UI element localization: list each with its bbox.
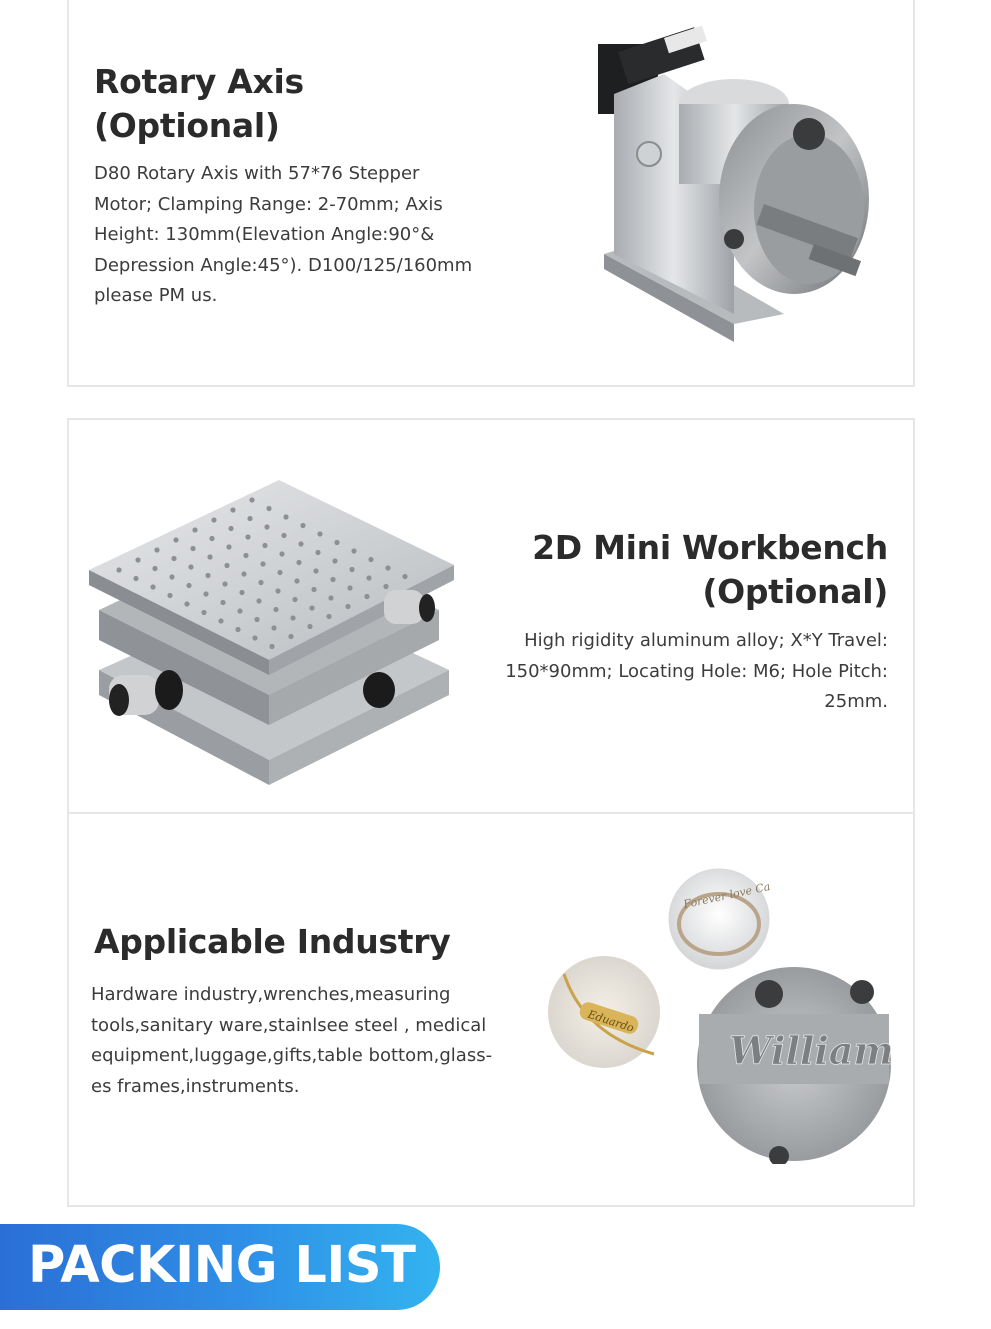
mounting-hole (292, 597, 297, 602)
mounting-hole (279, 551, 284, 556)
rotary-axis-description (94, 159, 474, 312)
ring-engraving-text: Forever love Ca (682, 880, 772, 912)
mounting-hole (239, 590, 244, 595)
rotary-desc-line: D80 Rotary Axis with 57*76 Stepper (94, 163, 420, 184)
mounting-hole (243, 553, 248, 558)
mounting-hole (241, 571, 246, 576)
mounting-hole (262, 543, 267, 548)
mounting-hole (171, 556, 176, 561)
mounting-hole (271, 625, 276, 630)
mounting-hole (288, 634, 293, 639)
rotary-axis-card (67, 0, 915, 387)
mounting-hole (296, 560, 301, 565)
mounting-hole (252, 635, 257, 640)
mounting-hole (205, 573, 210, 578)
plate-engraving-text: William (729, 1028, 894, 1073)
mounting-hole (347, 585, 352, 590)
mounting-hole (173, 537, 178, 542)
mounting-hole (190, 546, 195, 551)
mounting-hole (294, 578, 299, 583)
mounting-hole (260, 561, 265, 566)
mounting-hole (264, 524, 269, 529)
mounting-hole (220, 600, 225, 605)
mounting-hole (326, 614, 331, 619)
mounting-hole (254, 617, 259, 622)
industry-description (91, 980, 501, 1102)
workbench-desc-line: High rigidity aluminum alloy; X*Y Travel: (524, 630, 888, 651)
workbench-desc-line: 150*90mm; Locating Hole: M6; Hole Pitch: (505, 660, 888, 682)
mounting-hole (188, 564, 193, 569)
rotary-axis-title-line2: (Optional) (94, 106, 280, 145)
mounting-hole (249, 497, 254, 502)
mounting-hole (226, 544, 231, 549)
mounting-hole (334, 540, 339, 545)
mounting-hole (201, 610, 206, 615)
rotary-desc-line: Depression Angle:45°). D100/125/160mm (94, 254, 473, 276)
mounting-hole (192, 527, 197, 532)
workbench-title-line2: (Optional) (702, 572, 888, 611)
mounting-hole (116, 567, 121, 572)
mounting-hole (203, 591, 208, 596)
mounting-hole (184, 601, 189, 606)
rotary-desc-line: Motor; Clamping Range: 2-70mm; Axis (94, 193, 443, 215)
industry-desc-line: tools,sanitary ware,stainlsee steel , medical (91, 1014, 487, 1036)
mounting-hole (218, 618, 223, 623)
workbench-description (488, 626, 888, 718)
mounting-hole (222, 581, 227, 586)
rotary-desc-line: Height: 130mm(Elevation Angle:90°& (94, 224, 435, 245)
mounting-hole (266, 506, 271, 511)
mounting-hole (345, 604, 350, 609)
mounting-hole (281, 533, 286, 538)
mounting-hole (237, 608, 242, 613)
mounting-hole (209, 536, 214, 541)
plate-sample (697, 967, 894, 1164)
mounting-hole (383, 584, 388, 589)
mounting-hole (315, 550, 320, 555)
rotary-axis-title (94, 60, 424, 148)
mounting-hole (211, 517, 216, 522)
industry-card (67, 812, 915, 1207)
mounting-hole (207, 554, 212, 559)
mounting-hole (309, 605, 314, 610)
mounting-hole (364, 594, 369, 599)
industry-desc-line: Hardware industry,wrenches,measuring (91, 984, 451, 1005)
mounting-hole (247, 516, 252, 521)
mounting-hole (351, 548, 356, 553)
mounting-hole (152, 566, 157, 571)
mounting-hole (228, 526, 233, 531)
mounting-hole (277, 570, 282, 575)
mounting-hole (283, 514, 288, 519)
packing-list-heading: PACKING LIST (28, 1236, 416, 1295)
mounting-hole (269, 644, 274, 649)
mounting-hole (298, 541, 303, 546)
mounting-hole (290, 615, 295, 620)
mounting-hole (300, 523, 305, 528)
rotary-axis-title-line1: Rotary Axis (94, 62, 304, 101)
rotary-desc-line: please PM us. (94, 285, 218, 306)
mounting-hole (385, 565, 390, 570)
industry-title: Applicable Industry (94, 922, 451, 961)
mounting-hole (186, 583, 191, 588)
mounting-hole (273, 607, 278, 612)
mounting-hole (256, 598, 261, 603)
mounting-hole (154, 547, 159, 552)
workbench-image (79, 470, 459, 790)
mounting-hole (402, 574, 407, 579)
mounting-hole (328, 595, 333, 600)
industry-samples-image (544, 864, 904, 1164)
packing-list-banner (0, 1224, 440, 1310)
mounting-hole (366, 575, 371, 580)
workbench-desc-line: 25mm. (824, 691, 888, 712)
mounting-hole (311, 587, 316, 592)
mounting-hole (235, 627, 240, 632)
mounting-hole (133, 576, 138, 581)
mounting-hole (307, 624, 312, 629)
mounting-hole (332, 558, 337, 563)
mounting-hole (169, 574, 174, 579)
ring-sample (669, 869, 771, 969)
mounting-hole (275, 588, 280, 593)
workbench-title-line1: 2D Mini Workbench (532, 528, 888, 567)
workbench-title (468, 526, 888, 614)
mounting-hole (368, 557, 373, 562)
bracelet-sample (548, 956, 660, 1068)
mounting-hole (349, 567, 354, 572)
industry-desc-line: es frames,instruments. (91, 1075, 300, 1097)
mounting-hole (167, 593, 172, 598)
mounting-hole (230, 507, 235, 512)
mounting-hole (313, 568, 318, 573)
mounting-hole (150, 584, 155, 589)
workbench-card (67, 418, 915, 814)
mounting-hole (135, 557, 140, 562)
bracelet-engraving-text: Eduardo (586, 1007, 636, 1035)
mounting-hole (258, 580, 263, 585)
mounting-hole (224, 563, 229, 568)
mounting-hole (317, 531, 322, 536)
mounting-hole (330, 577, 335, 582)
mounting-hole (245, 534, 250, 539)
industry-desc-line: equipment,luggage,gifts,table bottom,glass- (91, 1045, 493, 1066)
rotary-axis-image (584, 24, 884, 354)
